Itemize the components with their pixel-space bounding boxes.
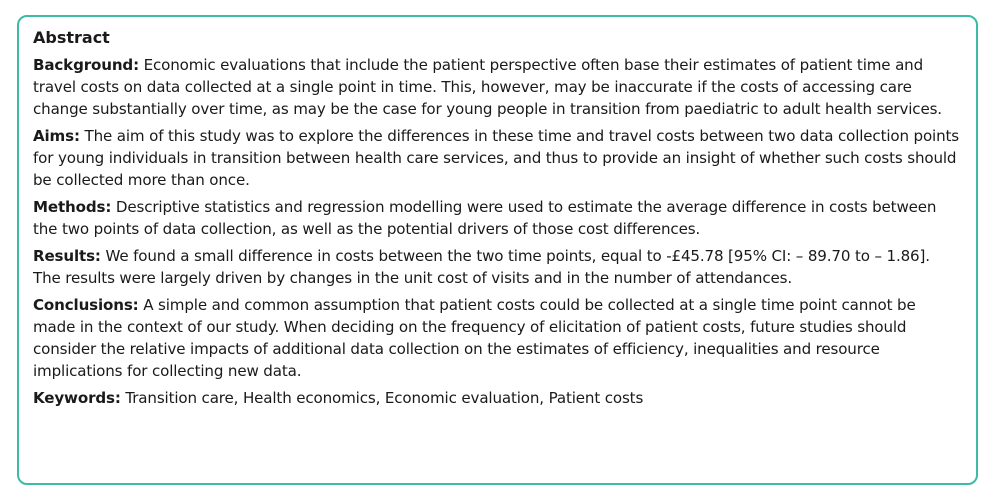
abstract-box <box>17 15 978 485</box>
section-results <box>33 245 962 289</box>
section-label: Conclusions: <box>33 296 139 314</box>
section-label: Background: <box>33 56 139 74</box>
section-conclusions <box>33 294 962 382</box>
keywords-label: Keywords: <box>33 389 121 407</box>
section-text: The aim of this study was to explore the differences in these time and travel costs between two data collection points for young individuals in transition between health care services, and thus to provide an insight of whether such costs should be collected more than once. <box>33 127 959 189</box>
section-background <box>33 54 962 120</box>
section-methods <box>33 196 962 240</box>
section-text: Economic evaluations that include the patient perspective often base their estimates of patient time and travel costs on data collected at a single point in time. This, however, may be inaccurate if the costs of accessing care change substantially over time, as may be the case for young people in transition from paediatric to adult health services. <box>33 56 942 118</box>
section-label: Methods: <box>33 198 112 216</box>
section-text: Descriptive statistics and regression modelling were used to estimate the average difference in costs between the two points of data collection, as well as the potential drivers of those cost differences. <box>33 198 937 238</box>
section-text: We found a small difference in costs between the two time points, equal to -£45.78 [95% CI: – 89.70 to – 1.86]. The results were largely driven by changes in the unit cost of visits and in the number of attendances. <box>33 247 930 287</box>
section-label: Aims: <box>33 127 80 145</box>
section-text: A simple and common assumption that patient costs could be collected at a single time point cannot be made in the context of our study. When deciding on the frequency of elicitation of patient costs, future studies should consider the relative impacts of additional data collection on the estimates of efficiency, inequalities and resource implications for collecting new data. <box>33 296 916 380</box>
abstract-title: Abstract <box>33 28 110 47</box>
section-label: Results: <box>33 247 101 265</box>
section-aims <box>33 125 962 191</box>
keywords-text: Transition care, Health economics, Economic evaluation, Patient costs <box>125 389 644 407</box>
section-keywords <box>33 387 962 409</box>
